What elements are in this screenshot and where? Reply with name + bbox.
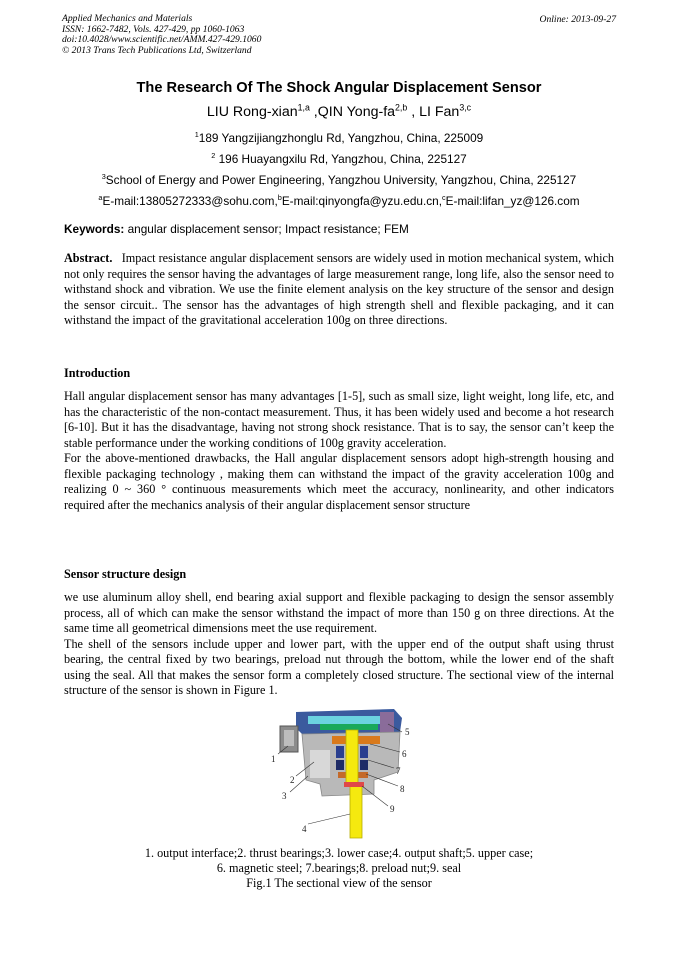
email-sup: b (277, 193, 282, 203)
figure-label: 5 (405, 727, 410, 737)
seal-shape (344, 782, 364, 787)
introduction-paragraph: Hall angular displacement sensor has many advantages [1-5], such as small size, light weight, long life, etc, and has the characteristic of the non-contact measurement. Thus, it has been widely used and become a hot research [6-10]. But it has the disadvantage, having not strong shock resistance. That is to say, the sensor can’t keep the stable performance under the working conditions of 100g gravity acceleration. (64, 389, 614, 450)
output-interface-inner (284, 730, 294, 746)
author-sup: 2,b (395, 102, 408, 113)
affiliation-3 (0, 173, 678, 187)
author-sup: 3,c (459, 102, 472, 113)
affiliation-sup: 2 (211, 151, 216, 161)
figure-label: 4 (302, 824, 307, 834)
abstract-text: Impact resistance angular displacement sensors are widely used in motion mechanical system, which not only requires the sensor having the advantages of large measurement range, long life, also the sensor need to withstand shock and vibration. We use the finite element analysis on the key structure of the sensor and design the sensor circuit.. The sensor has the advantages of high strength shell and flexible packaging, and it can withstand the impact of the gravitational acceleration 100g on three directions. (64, 251, 614, 327)
figure-label: 8 (400, 784, 405, 794)
affiliation-sup: 1 (194, 130, 199, 140)
affiliation-sup: 3 (101, 172, 106, 182)
affiliation-text: 189 Yangzijiangzhonglu Rd, Yangzhou, China, 225009 (198, 131, 484, 145)
circuit-board (320, 724, 378, 730)
author-separator: , (309, 104, 318, 120)
email-text: E-mail:lifan_yz@126.com (445, 194, 580, 208)
affiliation-2 (0, 152, 678, 166)
upper-case-inner (308, 716, 392, 724)
upper-case-wall (380, 712, 394, 734)
author-name: LIU Rong-xian (206, 104, 298, 120)
affiliation-1 (0, 131, 678, 145)
figure-label: 6 (402, 749, 407, 759)
author-list (0, 104, 678, 120)
abstract (64, 251, 614, 329)
figure-label: 7 (396, 766, 401, 776)
keywords-label: Keywords: (64, 222, 125, 236)
online-date: Online: 2013-09-27 (539, 14, 616, 25)
figure-label: 2 (290, 775, 295, 785)
bearing-shape (336, 760, 344, 770)
email-line (0, 194, 678, 208)
figure-legend-line: 1. output interface;2. thrust bearings;3. lower case;4. output shaft;5. upper case; (144, 846, 534, 860)
author-name: QIN Yong-fa (317, 104, 396, 120)
affiliation-text: 196 Huayangxilu Rd, Yangzhou, China, 225127 (215, 152, 467, 166)
issn-line: ISSN: 1662-7482, Vols. 427-429, pp 1060-1063 (62, 23, 245, 35)
email-sup: c (442, 193, 446, 203)
figure-label: 1 (271, 754, 276, 764)
journal-header (62, 14, 261, 56)
figure-legend (0, 846, 678, 891)
email-text: E-mail:13805272333@sohu.com, (102, 194, 278, 208)
copyright-line: © 2013 Trans Tech Publications Ltd, Switzerland (62, 44, 252, 56)
keywords (64, 222, 409, 236)
figure-label: 3 (282, 791, 287, 801)
affiliation-text: School of Energy and Power Engineering, Yangzhou University, Yangzhou, China, 225127 (105, 173, 577, 187)
structure-paragraph: The shell of the sensors include upper and lower part, with the upper end of the output shaft using thrust bearing, the central fixed by two bearings, preload nut through the bottom, while the lower end of the shaft using the seal. All that makes the sensor form a completely closed structure. The sectional view of the internal structure of the sensor is shown in Figure 1. (64, 636, 614, 697)
magnetic-steel-shape (360, 746, 368, 758)
figure-legend-line: 6. magnetic steel; 7.bearings;8. preload nut;9. seal (216, 861, 462, 875)
figure-label: 9 (390, 804, 395, 814)
structure-body (64, 590, 614, 699)
paper-title: The Research Of The Shock Angular Displacement Sensor (136, 80, 542, 96)
structure-paragraph: we use aluminum alloy shell, end bearing axial support and flexible packaging to design the sensor assembly process, all of which can make the sensor withstand the impact of more than 150 g on three directions. At the same time all geometrical dimensions meet the use requirement. (64, 590, 614, 635)
lower-case-face (310, 750, 330, 778)
magnetic-steel-shape (336, 746, 344, 758)
email-text: E-mail:qinyongfa@yzu.edu.cn, (281, 194, 442, 208)
introduction-body (64, 389, 614, 513)
abstract-label: Abstract. (64, 251, 113, 265)
author-name: LI Fan (419, 104, 460, 120)
author-separator: , (407, 104, 420, 120)
sensor-sectional-figure (262, 702, 422, 844)
doi-line: doi:10.4028/www.scientific.net/AMM.427-429.1060 (62, 34, 262, 46)
introduction-paragraph: For the above-mentioned drawbacks, the Hall angular displacement sensors adopt high-strength housing and flexible packaging technology , making them can withstand the impact of the gravity acceleration 100g and realizing 0 ~ 360 ° continuous measurements which meet the accuracy, nonlinearity, and other indicators required after the mechanics analysis of their angular displacement sensor structure (64, 451, 614, 512)
bearing-shape (360, 760, 368, 770)
structure-heading: Sensor structure design (64, 567, 187, 581)
figure-caption: Fig.1 The sectional view of the sensor (246, 876, 432, 890)
journal-name: Applied Mechanics and Materials (62, 13, 193, 24)
introduction-heading: Introduction (64, 366, 131, 380)
email-sup: a (98, 193, 103, 203)
author-sup: 1,a (297, 102, 310, 113)
keywords-text: angular displacement sensor; Impact resistance; FEM (124, 222, 409, 236)
